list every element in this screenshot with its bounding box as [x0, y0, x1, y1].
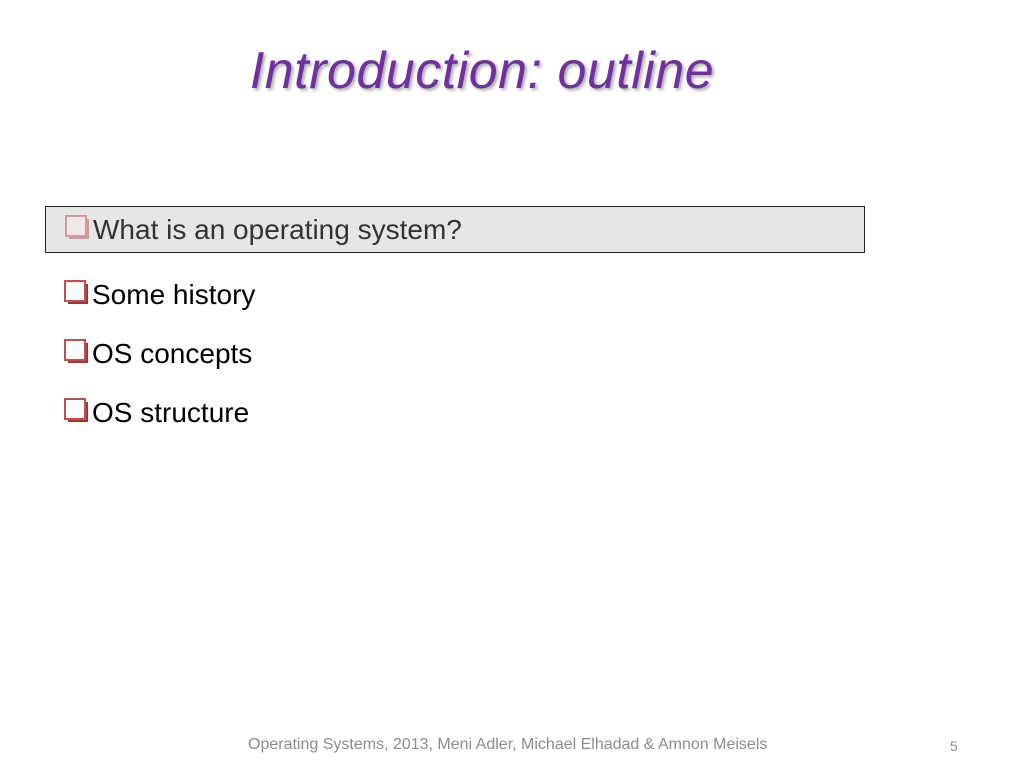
outline-item	[64, 270, 255, 320]
slide-footer	[0, 736, 1024, 760]
outline-item	[64, 388, 249, 438]
checkbox-square-icon	[65, 215, 89, 239]
outline-item-label: OS concepts	[92, 338, 253, 369]
outline-item-label: What is an operating system?	[93, 213, 462, 245]
outline-item-label: OS structure	[92, 397, 250, 428]
slide-title: Introduction: outline	[249, 42, 715, 100]
outline-item	[64, 329, 252, 379]
outline-item-label: Some history	[92, 279, 256, 310]
outline-item-highlighted	[45, 206, 865, 253]
checkbox-square-icon	[64, 398, 88, 422]
checkbox-square-icon	[64, 280, 88, 304]
checkbox-square-icon	[64, 339, 88, 363]
footer-text: Operating Systems, 2013, Meni Adler, Michael Elhadad & Amnon Meisels	[248, 736, 768, 753]
page-number: 5	[950, 738, 958, 754]
